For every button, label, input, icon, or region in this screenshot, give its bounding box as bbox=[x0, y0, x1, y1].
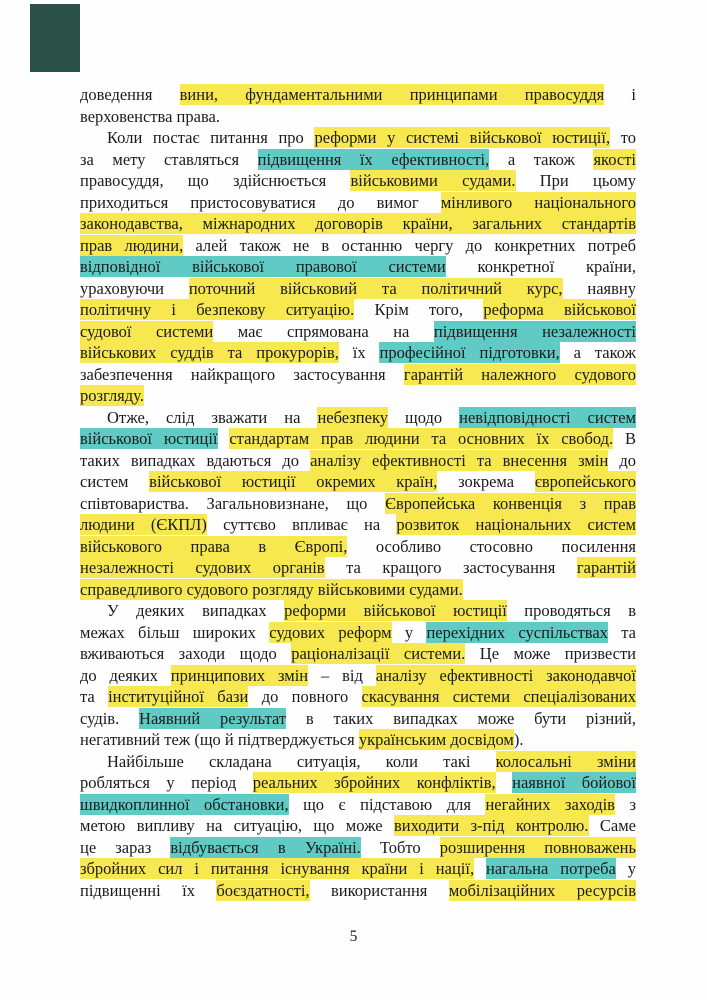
text-line bbox=[80, 536, 636, 558]
highlighted-text: незалежності судових органів bbox=[80, 558, 325, 577]
highlighted-text: законодавства, міжнародних договорів країни, загальних стандартів bbox=[80, 214, 636, 233]
highlighted-text: реформи у системі військової юстиції, bbox=[314, 128, 611, 147]
text-segment bbox=[496, 773, 512, 792]
highlighted-text: інституційної бази bbox=[108, 687, 249, 706]
text-segment: При цьому bbox=[515, 171, 636, 190]
text-segment: конкретної країни, bbox=[445, 257, 636, 276]
highlighted-text: розвиток національних систем bbox=[396, 515, 636, 534]
text-line bbox=[80, 235, 636, 257]
highlighted-text: наявної бойової bbox=[512, 773, 636, 792]
text-segment: то bbox=[610, 128, 636, 147]
text-line bbox=[80, 256, 636, 278]
text-segment: судів. bbox=[80, 708, 140, 728]
text-line bbox=[80, 622, 636, 644]
text-segment: – від bbox=[308, 665, 376, 685]
highlighted-text: реформи військової юстиції bbox=[284, 601, 507, 620]
text-line bbox=[80, 708, 636, 730]
text-segment: до повного bbox=[248, 687, 362, 706]
text-segment: Саме bbox=[588, 816, 636, 835]
text-line bbox=[80, 729, 636, 751]
highlighted-text: стандартам прав людини та основних їх свобод. bbox=[229, 429, 614, 448]
highlighted-text: прав людини, bbox=[80, 235, 184, 255]
highlighted-text: негайних заходів bbox=[485, 794, 615, 814]
highlighted-text: судової системи bbox=[80, 321, 214, 341]
text-segment: Коли постає питання про bbox=[107, 128, 315, 147]
highlighted-text: військовими судами. bbox=[350, 171, 516, 190]
highlighted-text: судових реформ bbox=[269, 622, 392, 642]
text-line bbox=[80, 407, 636, 429]
text-line bbox=[80, 278, 636, 300]
text-line bbox=[80, 643, 636, 665]
text-line bbox=[80, 751, 636, 773]
text-line bbox=[80, 106, 636, 128]
text-segment: Крім того, bbox=[354, 300, 484, 319]
text-line bbox=[80, 514, 636, 536]
text-segment: робляться у період bbox=[80, 773, 253, 792]
text-segment: особливо стосовно посилення bbox=[347, 536, 636, 556]
highlighted-text: боєздатності, bbox=[216, 880, 310, 900]
text-segment: до bbox=[608, 450, 636, 470]
text-line bbox=[80, 213, 636, 235]
text-line bbox=[80, 471, 636, 493]
highlighted-text: колосальні зміни bbox=[495, 751, 636, 771]
highlighted-text: розгляду. bbox=[80, 386, 144, 405]
highlighted-text: принципових змін bbox=[170, 665, 309, 685]
highlighted-text: реформа військової bbox=[483, 300, 636, 319]
text-segment: алей також не в останню чергу до конкретних потреб bbox=[183, 235, 636, 255]
text-line bbox=[80, 299, 636, 321]
highlighted-text: аналізу ефективності та внесення змін bbox=[310, 450, 609, 470]
text-segment: таких випадках вдаються до bbox=[80, 450, 311, 470]
text-segment: їх bbox=[338, 343, 380, 362]
text-segment: в таких випадках може бути різний, bbox=[286, 708, 636, 728]
highlighted-text: виходити з-під контролю. bbox=[393, 816, 589, 835]
text-line bbox=[80, 450, 636, 472]
highlighted-text: людини (ЄКПЛ) bbox=[80, 515, 207, 534]
highlighted-text: відповідної військової правової системи bbox=[80, 257, 446, 276]
text-segment: підвищенні їх bbox=[80, 880, 217, 900]
highlighted-text: справедливого судового розгляду військовими судами. bbox=[80, 579, 463, 599]
text-line bbox=[80, 686, 636, 708]
highlighted-text: мобілізаційних ресурсів bbox=[448, 880, 636, 900]
text-line bbox=[80, 815, 636, 837]
text-line bbox=[80, 858, 636, 880]
text-segment: У деяких випадках bbox=[107, 601, 285, 620]
text-line bbox=[80, 600, 636, 622]
highlighted-text: Європейська конвенція з прав bbox=[385, 493, 636, 513]
highlighted-text: підвищення незалежності bbox=[433, 321, 636, 341]
text-segment: та кращого застосування bbox=[324, 558, 577, 577]
text-segment: правосуддя, що здійснюється bbox=[80, 171, 351, 190]
text-line bbox=[80, 149, 636, 171]
highlighted-text: реальних збройних конфліктів, bbox=[252, 773, 496, 792]
text-segment: приходиться пристосовуватися до вимог bbox=[80, 192, 441, 212]
highlighted-text: Наявний результат bbox=[139, 708, 287, 728]
text-segment: Отже, слід зважати на bbox=[107, 407, 318, 427]
text-segment: ураховуючи bbox=[80, 278, 189, 298]
highlighted-text: європейського bbox=[534, 472, 636, 491]
text-line bbox=[80, 342, 636, 364]
text-line bbox=[80, 794, 636, 816]
text-segment: та bbox=[607, 622, 636, 642]
text-segment: Це може призвести bbox=[465, 644, 636, 663]
text-line bbox=[80, 385, 636, 407]
text-segment: В bbox=[613, 429, 636, 448]
text-line bbox=[80, 428, 636, 450]
text-line bbox=[80, 493, 636, 515]
highlighted-text: якості bbox=[593, 149, 636, 169]
text-segment: співтовариства. Загальновизнане, що bbox=[80, 493, 386, 513]
highlighted-text: поточний військовий та політичний курс, bbox=[188, 278, 563, 298]
text-segment: використання bbox=[309, 880, 449, 900]
text-segment: межах більш широких bbox=[80, 622, 270, 642]
text-segment: і bbox=[604, 85, 636, 104]
text-line bbox=[80, 579, 636, 601]
text-segment: до деяких bbox=[80, 665, 171, 685]
text-segment: метою випливу на ситуацію, що може bbox=[80, 816, 394, 835]
text-segment: забезпечення найкращого застосування bbox=[80, 364, 404, 384]
highlighted-text: військової юстиції bbox=[80, 429, 218, 448]
highlighted-text: українським досвідом bbox=[358, 730, 514, 749]
highlighted-text: небезпеку bbox=[317, 407, 388, 427]
page-number: 5 bbox=[349, 928, 358, 945]
text-segment: наявну bbox=[562, 278, 636, 298]
highlighted-text: політичну і безпекову ситуацію. bbox=[80, 300, 355, 319]
scan-corner-mark bbox=[30, 4, 80, 72]
highlighted-text: невідповідності систем bbox=[459, 407, 636, 427]
highlighted-text: військової юстиції окремих країн, bbox=[149, 472, 438, 491]
text-segment: ). bbox=[513, 730, 524, 749]
text-segment: верховенства права. bbox=[80, 106, 220, 126]
text-segment: зокрема bbox=[437, 472, 535, 491]
text-line bbox=[80, 192, 636, 214]
text-segment: Тобто bbox=[360, 837, 440, 857]
text-segment bbox=[474, 859, 486, 878]
text-line bbox=[80, 557, 636, 579]
text-segment: Найбільше складана ситуація, коли такі bbox=[107, 751, 496, 771]
highlighted-text: перехідних суспільствах bbox=[426, 622, 608, 642]
highlighted-text: нагальна потреба bbox=[486, 859, 616, 878]
text-segment: та bbox=[80, 687, 109, 706]
text-segment: негативний теж (що й підтверджується bbox=[80, 730, 359, 749]
text-segment: у bbox=[615, 859, 636, 878]
text-line bbox=[80, 837, 636, 859]
text-segment: у bbox=[391, 622, 427, 642]
highlighted-text: професійної підготовки, bbox=[379, 343, 560, 362]
highlighted-text: гарантій належного судового bbox=[403, 364, 636, 384]
text-line bbox=[80, 880, 636, 902]
text-line bbox=[80, 321, 636, 343]
highlighted-text: підвищення їх ефективності, bbox=[257, 149, 490, 169]
highlighted-text: відбувається в Україні. bbox=[170, 837, 361, 857]
highlighted-text: мінливого національного bbox=[440, 192, 636, 212]
highlighted-text: гарантій bbox=[576, 558, 636, 577]
highlighted-text: вини, фундаментальними принципами правосуддя bbox=[179, 85, 605, 104]
text-segment: що є підставою для bbox=[288, 794, 486, 814]
text-segment: а також bbox=[489, 149, 594, 169]
text-segment: за мету ставляться bbox=[80, 149, 258, 169]
text-segment: проводяться в bbox=[506, 601, 636, 620]
text-line bbox=[80, 665, 636, 687]
highlighted-text: раціоналізації системи. bbox=[291, 644, 466, 663]
text-segment: вживаються заходи щодо bbox=[80, 644, 292, 663]
text-segment: систем bbox=[80, 472, 150, 491]
page-text bbox=[80, 84, 636, 901]
text-line bbox=[80, 364, 636, 386]
highlighted-text: збройних сил і питання існування країни і нації, bbox=[80, 859, 475, 878]
highlighted-text: військового права в Європі, bbox=[80, 536, 348, 556]
highlighted-text: скасування системи спеціалізованих bbox=[361, 687, 636, 706]
text-line bbox=[80, 127, 636, 149]
highlighted-text: військових суддів та прокурорів, bbox=[80, 343, 339, 362]
text-segment: має спрямована на bbox=[213, 321, 434, 341]
text-segment bbox=[218, 429, 230, 448]
text-segment: це зараз bbox=[80, 837, 171, 857]
text-segment: а також bbox=[559, 343, 636, 362]
text-segment: щодо bbox=[388, 407, 460, 427]
text-line bbox=[80, 170, 636, 192]
highlighted-text: розширення повноважень bbox=[439, 837, 636, 857]
text-line bbox=[80, 84, 636, 106]
highlighted-text: швидкоплинної обстановки, bbox=[80, 794, 289, 814]
text-segment: доведення bbox=[80, 85, 180, 104]
text-line bbox=[80, 772, 636, 794]
text-segment: з bbox=[614, 794, 636, 814]
text-segment: суттєво впливає на bbox=[206, 515, 397, 534]
highlighted-text: аналізу ефективності законодавчої bbox=[375, 665, 636, 685]
